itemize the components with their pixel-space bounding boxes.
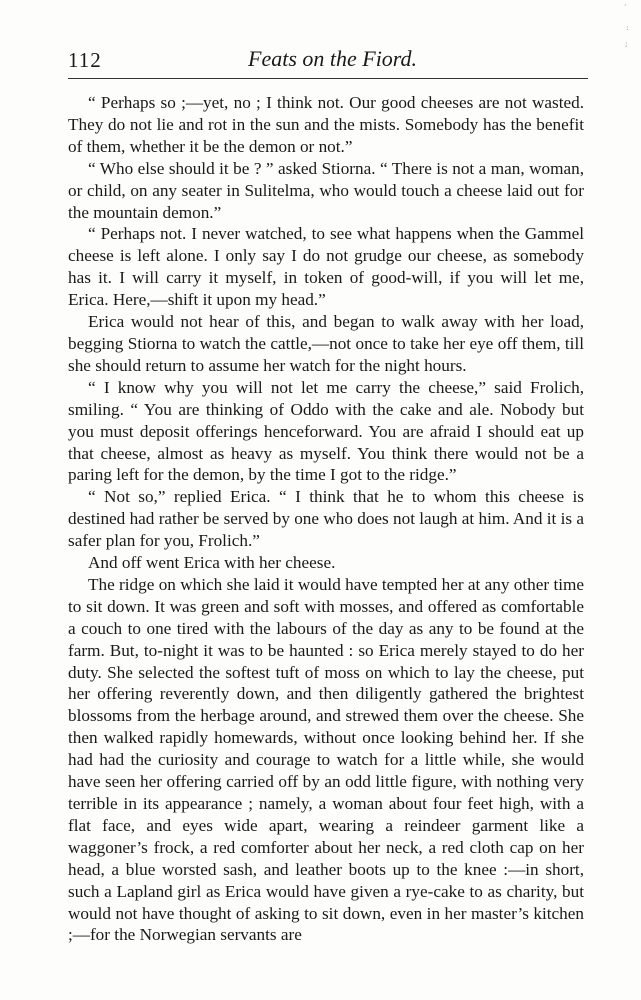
page-edge-mark [622,0,634,60]
paragraph-2: “ Who else should it be ? ” asked Stiorna. “ There is not a man, woman, or child, on any seater in Sulitelma, who would touch a cheese laid out for the mountain demon.” [68,158,584,222]
paragraph-5: “ I know why you will not let me carry the cheese,” said Frolich, smiling. “ You are thinking of Oddo with the cake and ale. Nobody but you must deposit offerings henceforward. You are afraid I should eat up that cheese, almost as heavy as myself. You think there would not be a paring left for the demon, by the time I got to the ridge.” [68,377,584,485]
paragraph-7: And off went Erica with her cheese. [88,553,336,573]
svg-text:;: ; [625,39,628,48]
paragraph-4: Erica would not hear of this, and began to walk away with her load, begging Stiorna to watch the cattle,—not once to take her eye off them, till she should return to assume her watch for the night hours. [68,312,584,375]
paragraph-8: The ridge on which she laid it would have tempted her at any other time to sit down. It was green and soft with mosses, and offered as comfortable a couch to one tired with the labours of the day as any to be found at the farm. But, to-night it was to be haunted : so Erica merely stayed to do her duty. She selected the softest tuft of moss on which to lay the cheese, put her offering reverently down, and then diligently gathered the brightest blossoms from the herbage around, and strewed them over the cheese. She then walked rapidly homewards, without once looking behind her. If she had had the curiosity and courage to watch for a little while, she would have seen her offering carried off by an odd little figure, with nothing very terrible in its appearance ; namely, a woman about four feet high, with a flat face, and eyes wide apart, wearing a reindeer garment like a waggoner’s frock, a red comforter about her neck, a red cloth cap on her head, a blue worsted sash, and leather boots up to the knee :—in short, such a Lapland girl as Erica would have given a rye-cake to as charity, but would not have thought of asking to sit down, even in her master’s kitchen ;—for the Norwegian servants are [68,574,584,945]
edge-mark-glyphs [622,0,634,60]
paragraph-6: “ Not so,” replied Erica. “ I think that he to whom this cheese is destined had rather be served by one who does not laugh at him. And it is a safer plan for you, Frolich.” [68,487,584,551]
svg-text:·: · [624,1,627,10]
running-head [68,44,588,79]
paragraph-1: “ Perhaps so ;—yet, no ; I think not. Our good cheeses are not wasted. They do not lie and rot in the sun and the mists. Somebody has the benefit of them, whether it be the demon or not.” [68,93,584,156]
book-title: Feats on the Fiord. [248,46,418,71]
paragraph-3: “ Perhaps not. I never watched, to see what happens when the Gammel cheese is left alone. I only say I do not grudge our cheese, as somebody has it. I will carry it myself, in token of good-will, if you will let me, Erica. Here,—shift it upon my head.” [68,224,584,310]
body-text [68,92,584,946]
svg-text::: : [626,23,629,32]
page-number: 112 [68,48,102,72]
